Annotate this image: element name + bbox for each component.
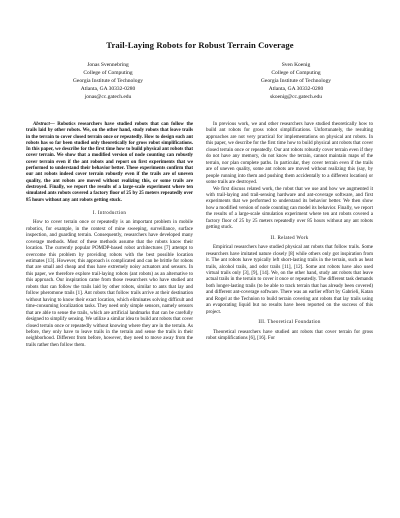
paragraph: Theoretical researchers have studied ant robots that cover terrain for gross robot simplifications [6], [16]. For xyxy=(206,329,373,342)
author-address: Atlanta, GA 30332-0280 xyxy=(80,86,136,92)
author-affiliation: College of Computing xyxy=(83,70,133,76)
left-column xyxy=(26,122,193,349)
paragraph: Empirical researchers have studied physical ant robots that follow trails. Some researchers have imitated nature closely [8] while others only got inspiration from it. The ant robots have typically left short-lasting trails in the terrain, such as heat trails, alcohol trails, and odor trails [11], [12]. Some ant robots have also used virtual trails only [3], [9], [14]. We, on the other hand, study ant robots that leave actual trails in the terrain to cover it once or repeatedly. The different task demands both longer-lasting trails (to be able to track terrain that has already been covered) and different ant-coverage software. There was an earlier effort by Gabrieli, Katan and Rogel at the Technion to build terrain covering ant robots that lay trails using an evaporating liquid but no results have been reported on the success of this project. xyxy=(206,245,373,315)
paragraph: How to cover terrain once or repeatedly is an important problem in mobile robotics, for example, in the context of mine sweeping, surveillance, surface inspection, and guarding terrain. Consequently, researchers have developed many coverage methods. Most of these methods assume that the robots know their location. The currently popular POMDP-based robot architectures [7] attempt to overcome this problem by providing robots with the best possible location estimates [13]. However, this approach is complicated and can be brittle for robots that are small and cheap and thus have extremely noisy actuators and sensors. In this paper, we therefore explore trail-laying robots (ant robots) as an alternative to this approach. Our inspiration came from those researchers who have studied ant robots that can follow the trails laid by other robots, similar to ants that lay and follow pheromone trails [1]. Ant robots that follow trails arrive at their destination without having to know their exact location, which eliminates solving difficult and time-consuming localization tasks. They need only simple sensors, namely sensors that are able to sense the trails, which are artificial landmarks that can be carefully designed to simplify sensing. We utilize a similar idea to build ant robots that cover closed terrain once or repeatedly without knowing where they are in the terrain. As before, they only have to leave trails in the terrain and sense the trails in their neighborhood. Different from before, however, they need to move away from the trails rather then follow them. xyxy=(26,220,193,348)
right-column xyxy=(206,122,373,343)
author-name: Sven Koenig xyxy=(281,62,311,68)
author-block-1 xyxy=(33,61,183,101)
paper-title: Trail-Laying Robots for Robust Terrain Coverage xyxy=(106,40,294,50)
section-heading: II. Related Work xyxy=(270,235,309,241)
section-heading: III. Theoretical Foundation xyxy=(258,320,321,326)
abstract-text: — Robotics researchers have studied robots that can follow the trails laid by other robots. We, on the other hand, study robots that leave trails in the terrain to cover closed terrain once or repeatedly. How to design such ant robots has so far been studied only theoretically for gross robot simplifications. In this paper, we describe for the first time how to build physical ant robots that cover terrain. We show that a modified version of node counting can robustly cover terrain even if the ant robots and report on first experiments that we performed to understand their behavior better. These experiments confirm that our ant robots indeed cover terrain robustly even if the trails are of uneven quality, the ant robots are moved without realizing this, or some trails are destroyed. Finally, we report the results of a large-scale experiment where ten simulated ants robots covered a factory floor of 25 by 25 meters repeatedly over 85 hours without any ant robots getting stuck. xyxy=(26,122,193,203)
author-institution: Georgia Institute of Technology xyxy=(260,78,332,84)
author-email: jonas@cc.gatech.edu xyxy=(84,94,132,100)
paragraph: In previous work, we and other researchers have studied theoretically how to build ant robots for gross robot simplifications. Unfortunately, the resulting approaches are not very practical for implementations on physical ant robots. In this paper, we describe for the first time how to build physical ant robots that cover closed terrain once or repeatedly. Our ant robots robustly cover terrain even if they do not have any memory, do not know the terrain, cannot maintain maps of the terrain, nor plan complete paths. In particular, they cover terrain even if the trails are of uneven quality, some ant robots are moved without realizing this (say, by people running into them and pushing them accidentally to a different location) or some trails are destroyed. xyxy=(206,122,373,186)
author-email: skoenig@cc.gatech.edu xyxy=(269,94,323,100)
paragraph: We first discuss related work, the robot that we use and how we augmented it with trail-laying and trail-sensing hardware and ant-coverage software, and first experiments that we performed to understand its behavior better. We then show how a modified version of node counting can model its behavior. Finally, we report the results of a large-scale simulation experiment where ten ant robots covered a factory floor of 25 by 25 meters repeatedly over 85 hours without any ant robots getting stuck. xyxy=(206,186,373,231)
abstract-label: Abstract xyxy=(33,122,50,127)
author-name: Jonas Svennebring xyxy=(87,62,129,68)
author-affiliation: College of Computing xyxy=(271,70,321,76)
section-heading: I. Introduction xyxy=(92,210,127,216)
abstract xyxy=(26,122,193,204)
author-address: Atlanta, GA 30332-0280 xyxy=(268,86,324,92)
author-institution: Georgia Institute of Technology xyxy=(72,78,144,84)
author-block-2 xyxy=(221,61,371,101)
